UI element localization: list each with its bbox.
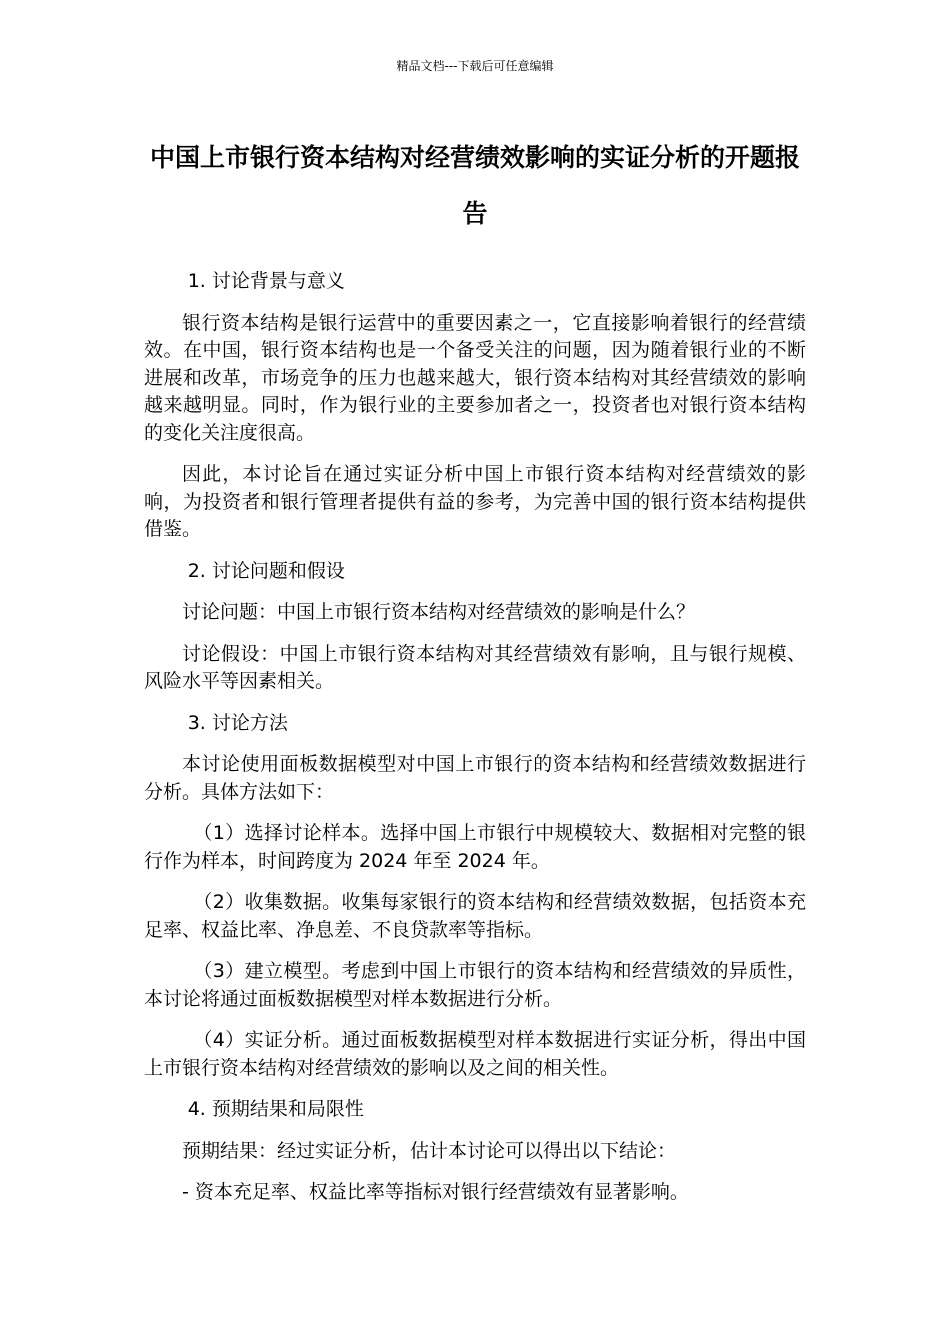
paragraph: 因此，本讨论旨在通过实证分析中国上市银行资本结构对经营绩效的影响，为投资者和银行管理者提供有益的参考，为完善中国的银行资本结构提供借鉴。 [144,463,806,540]
section-heading: 2. 讨论问题和假设 [187,559,345,582]
method-step: （2）收集数据。收集每家银行的资本结构和经营绩效数据，包括资本充足率、权益比率、净息差、不良贷款率等指标。 [144,891,806,941]
paragraph: 银行资本结构是银行运营中的重要因素之一，它直接影响着银行的经营绩效。在中国，银行资本结构也是一个备受关注的问题，因为随着银行业的不断进展和改革，市场竞争的压力也越来越大，银行资本结构对其经营绩效的影响越来越明显。同时，作为银行业的主要参加者之一，投资者也对银行资本结构的变化关注度很高。 [144,311,806,444]
paragraph: 本讨论使用面板数据模型对中国上市银行的资本结构和经营绩效数据进行分析。具体方法如下： [144,753,806,803]
paragraph: 讨论假设：中国上市银行资本结构对其经营绩效有影响，且与银行规模、风险水平等因素相关。 [144,642,806,692]
paragraph: 预期结果：经过实证分析，估计本讨论可以得出以下结论： [182,1139,677,1162]
document-title: 中国上市银行资本结构对经营绩效影响的实证分析的开题报告 [149,143,800,228]
method-step: （1）选择讨论样本。选择中国上市银行中规模较大、数据相对完整的银行作为样本，时间跨度为 2024 年至 2024 年。 [144,822,806,872]
paragraph: 讨论问题：中国上市银行资本结构对经营绩效的影响是什么？ [182,601,696,623]
section-heading: 3. 讨论方法 [187,711,288,734]
document-body [144,268,806,1221]
section-heading: 1. 讨论背景与意义 [187,270,345,292]
section-heading: 4. 预期结果和局限性 [187,1098,364,1120]
method-step: （3）建立模型。考虑到中国上市银行的资本结构和经营绩效的异质性，本讨论将通过面板数据模型对样本数据进行分析。 [144,960,806,1010]
method-step: （4）实证分析。通过面板数据模型对样本数据进行实证分析，得出中国上市银行资本结构对经营绩效的影响以及之间的相关性。 [144,1029,806,1079]
bullet-item: - 资本充足率、权益比率等指标对银行经营绩效有显著影响。 [182,1181,689,1203]
header-note: 精品文档---下载后可任意编辑 [396,59,554,73]
